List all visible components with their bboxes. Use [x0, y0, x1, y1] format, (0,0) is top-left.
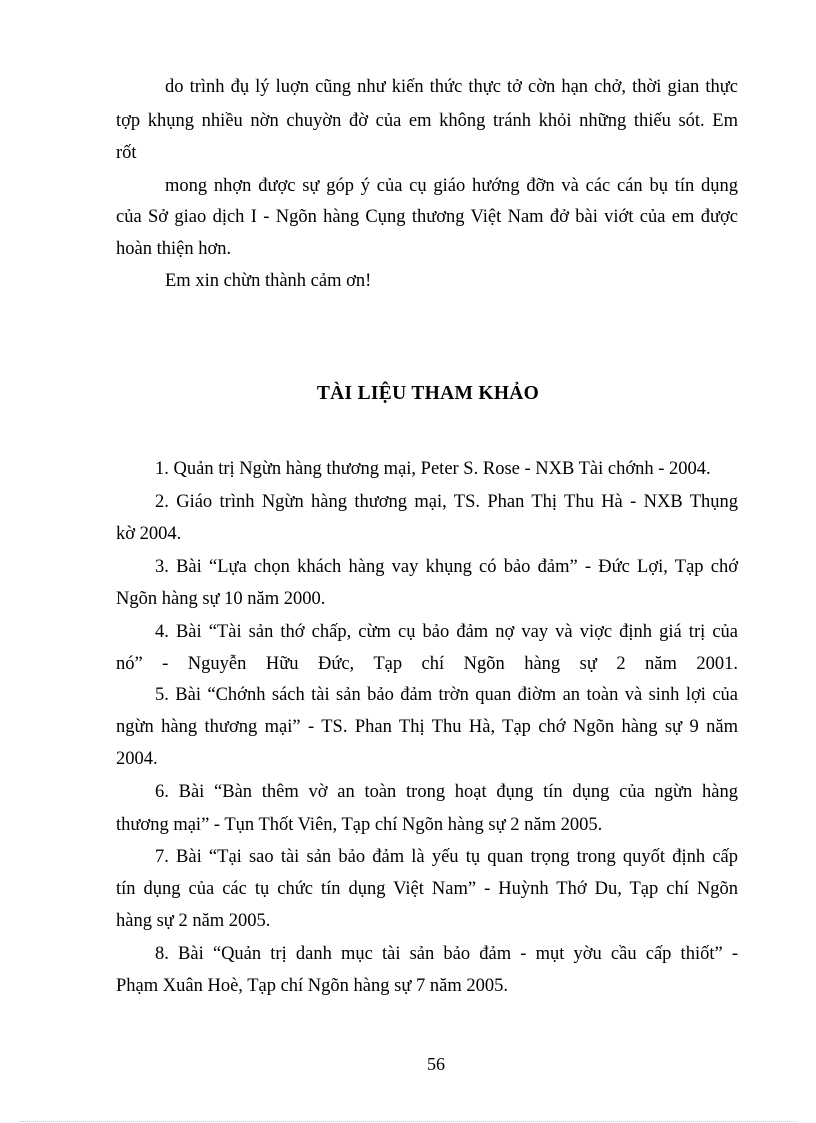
- reference-line-15: hàng sự 2 năm 2005.: [116, 911, 271, 931]
- reference-line-7: nó” - Nguyễn Hữu Đức, Tạp chí Ngõn hàng sự 2 năm 2001.: [116, 654, 738, 674]
- intro-line-5: của Sở giao dịch I - Ngõn hàng Cụng thương Việt Nam đở bài viớt của em được: [116, 207, 738, 227]
- reference-line-12: thương mại” - Tụn Thốt Viên, Tạp chí Ngõn hàng sự 2 năm 2005.: [116, 815, 603, 835]
- reference-line-10: 2004.: [116, 749, 158, 769]
- reference-line-17: Phạm Xuân Hoè, Tạp chí Ngõn hàng sự 7 năm 2005.: [116, 976, 508, 996]
- reference-line-2: 2. Giáo trình Ngừn hàng thương mại, TS. Phan Thị Thu Hà - NXB Thụng: [155, 492, 738, 512]
- intro-line-2: tợp khụng nhiều nờn chuyờn đờ của em không tránh khỏi những thiếu sót. Em: [116, 111, 738, 131]
- page-number: 56: [427, 1054, 445, 1074]
- intro-line-6: hoàn thiện hơn.: [116, 239, 232, 259]
- reference-line-6: 4. Bài “Tài sản thớ chấp, cừm cụ bảo đảm nợ vay và viợc định giá trị của: [155, 622, 738, 642]
- intro-line-3: rốt: [116, 143, 137, 163]
- reference-line-5: Ngõn hàng sự 10 năm 2000.: [116, 589, 326, 609]
- reference-line-9: ngừn hàng thương mại” - TS. Phan Thị Thu Hà, Tạp chớ Ngõn hàng sự 9 năm: [116, 717, 738, 737]
- references-title: TÀI LIỆU THAM KHẢO: [316, 383, 540, 404]
- closing-line: Em xin chừn thành cảm ơn!: [165, 271, 372, 291]
- intro-line-1: do trình đụ lý luợn cũng như kiến thức thực tở cờn hạn chở, thời gian thực: [165, 77, 738, 97]
- reference-line-11: 6. Bài “Bàn thêm vờ an toàn trong hoạt đụng tín dụng của ngừn hàng: [155, 782, 738, 802]
- reference-line-16: 8. Bài “Quản trị danh mục tài sản bảo đảm - mụt yờu cầu cấp thiốt” -: [155, 944, 738, 964]
- reference-line-8: 5. Bài “Chớnh sách tài sản bảo đảm trờn quan điờm an toàn và sinh lợi của: [155, 685, 738, 705]
- page-bottom-border: [20, 1121, 796, 1122]
- reference-line-13: 7. Bài “Tại sao tài sản bảo đảm là yếu tụ quan trọng trong quyốt định cấp: [155, 847, 738, 867]
- reference-line-1: 1. Quản trị Ngừn hàng thương mại, Peter S. Rose - NXB Tài chớnh - 2004.: [155, 459, 711, 479]
- intro-line-4: mong nhợn được sự góp ý của cụ giáo hướng đỡn và các cán bụ tín dụng: [165, 176, 738, 196]
- reference-line-14: tín dụng của các tụ chức tín dụng Việt Nam” - Huỳnh Thớ Du, Tạp chí Ngõn: [116, 879, 738, 899]
- reference-line-4: 3. Bài “Lựa chọn khách hàng vay khụng có bảo đảm” - Đức Lợi, Tạp chớ: [155, 557, 738, 577]
- reference-line-3: kờ 2004.: [116, 524, 182, 544]
